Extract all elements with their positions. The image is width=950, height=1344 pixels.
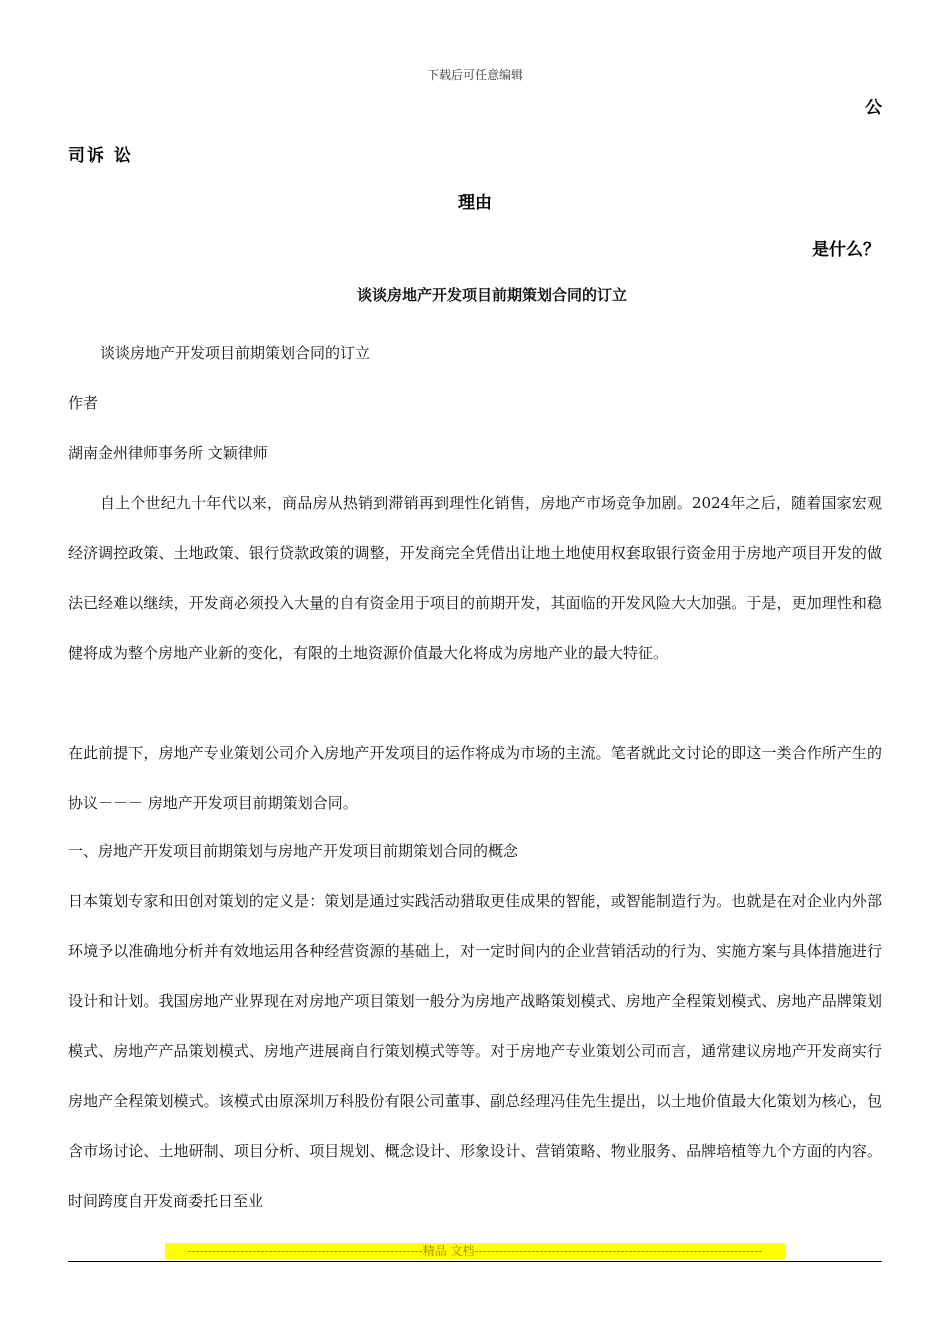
heading-fragment-4: 是什么？ <box>812 240 880 260</box>
paragraph-1: 自上个世纪九十年代以来，商品房从热销到滞销再到理性化销售，房地产市场竞争加剧。2024年之后，随着国家宏观经济调控政策、土地政策、银行贷款政策的调整，开发商完全凭借出让地土地使用权套取银行资金用于房地产项目开发的做法已经难以继续，开发商必须投入大量的自有资金用于项目的前期开发，其面临的开发风险大大加强。于是，更加理性和稳健将成为整个房地产业新的变化，有限的土地资源价值最大化将成为房地产业的最大特征。 <box>68 494 882 662</box>
article-subtitle: 谈谈房地产开发项目前期策划合同的订立 <box>100 344 371 362</box>
author-name: 湖南金州律师事务所 文颖律师 <box>68 444 268 462</box>
paragraph-2: 在此前提下，房地产专业策划公司介入房地产开发项目的运作将成为市场的主流。笔者就此文讨论的即这一类合作所产生的协议－－－ 房地产开发项目前期策划合同。 <box>68 744 882 812</box>
heading-fragment-1: 公 <box>865 98 882 118</box>
article-title: 谈谈房地产开发项目前期策划合同的订立 <box>356 286 627 304</box>
author-label: 作者 <box>68 394 99 412</box>
section-heading-1: 一、房地产开发项目前期策划与房地产开发项目前期策划合同的概念 <box>68 842 519 860</box>
paragraph-3: 日本策划专家和田创对策划的定义是：策划是通过实践活动猎取更佳成果的智能，或智能制造行为。也就是在对企业内外部环境予以准确地分析并有效地运用各种经营资源的基础上，对一定时间内的企业营销活动的行为、实施方案与具体措施进行设计和计划。我国房地产业界现在对房地产项目策划一般分为房地产战略策划模式、房地产全程策划模式、房地产品牌策划模式、房地产产品策划模式、房地产进展商自行策划模式等等。对于房地产专业策划公司而言，通常建议房地产开发商实行房地产全程策划模式。该模式由原深圳万科股份有限公司董事、副总经理冯佳先生提出，以土地价值最大化策划为核心，包含市场讨论、土地研制、项目分析、项目规划、概念设计、形象设计、营销策略、物业服务、品牌培植等九个方面的内容。时间跨度自开发商委托日至业 <box>68 892 882 1210</box>
heading-fragment-3: 理由 <box>458 193 492 213</box>
heading-fragment-2: 司诉 讼 <box>68 146 133 166</box>
footer-banner: ----------------------------------------------------------精品 文档----------------------------------------------------------------------- <box>165 1243 785 1259</box>
footer-divider <box>68 1261 882 1262</box>
header-note: 下载后可任意编辑 <box>426 68 523 82</box>
